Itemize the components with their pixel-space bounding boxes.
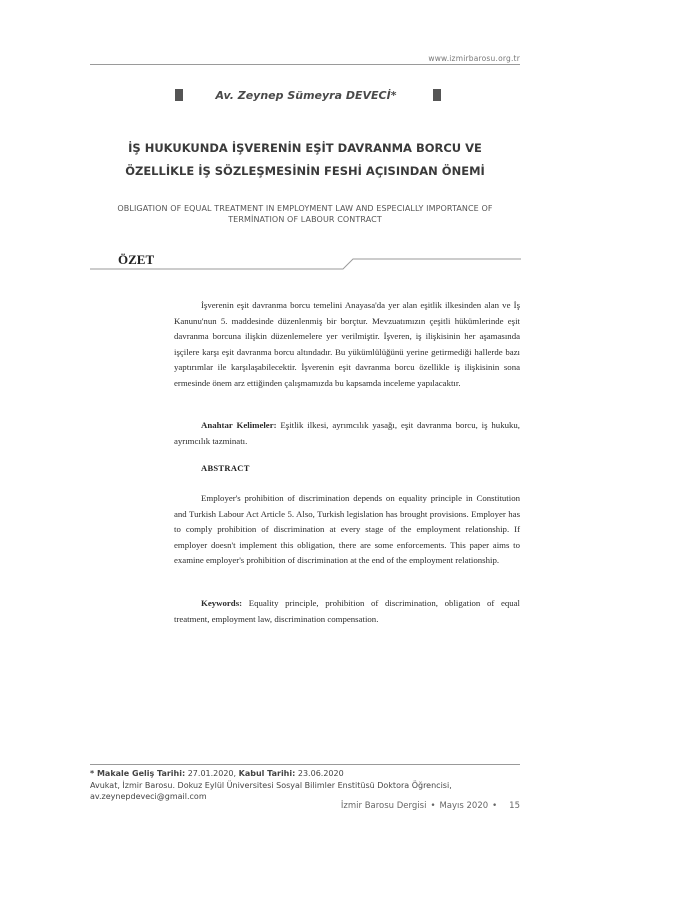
abstract-paragraph	[174, 491, 520, 569]
title-tr-line-2: ÖZELLİKLE İŞ SÖZLEŞMESİNİN FESHİ AÇISINDAN ÖNEMİ	[125, 164, 485, 178]
footer-date: Mayıs 2020	[439, 801, 489, 811]
keywords-en	[174, 596, 520, 627]
keywords-en-label: Keywords:	[201, 598, 243, 608]
title-tr-line-1: İŞ HUKUKUNDA İŞVERENİN EŞİT DAVRANMA BORCU VE	[128, 141, 482, 155]
section-heading-rule	[90, 257, 522, 271]
footer-bullet-1: •	[430, 801, 436, 811]
page-number: 15	[509, 801, 520, 811]
article-title-tr	[90, 137, 520, 183]
footnote	[90, 768, 520, 803]
ozet-paragraph	[174, 298, 520, 392]
footer-bullet-2: •	[492, 801, 498, 811]
abstract-heading: ABSTRACT	[201, 463, 250, 473]
received-label: * Makale Geliş Tarihi:	[90, 769, 186, 778]
title-en-line-1: OBLIGATION OF EQUAL TREATMENT IN EMPLOYMENT LAW AND ESPECIALLY IMPORTANCE OF	[117, 204, 493, 213]
keywords-tr	[174, 418, 520, 449]
footnote-email: av.zeynepdeveci@gmail.com	[90, 792, 207, 801]
abstract-text: Employer's prohibition of discrimination depends on equality principle in Constitution and Turkish Labour Act Article 5. Also, Turkish legislation has brought provisions. Employer has to comply prohibition of discrimination at every stage of the employment relationship. If employer doesn't implement this obligation, there are some enforcements. This paper aims to examine employer's prohibition of discrimination at the end of the employment relationship.	[174, 493, 520, 566]
ozet-heading: ÖZET	[118, 252, 155, 267]
accepted-date: 23.06.2020	[297, 769, 344, 778]
page-footer	[341, 801, 520, 811]
author-right-square	[433, 89, 441, 101]
footnote-affiliation: Avukat, İzmir Barosu. Dokuz Eylül Üniversitesi Sosyal Bilimler Enstitüsü Doktora Öğrencisi,	[90, 780, 452, 790]
title-en-line-2: TERMİNATION OF LABOUR CONTRACT	[228, 215, 382, 224]
footnote-rule	[90, 764, 520, 765]
author-name: Av. Zeynep Sümeyra DEVECİ*	[215, 89, 397, 102]
keywords-tr-text: Eşitlik ilkesi, ayrımcılık yasağı, eşit davranma borcu, iş hukuku, ayrımcılık tazminatı.	[174, 420, 521, 446]
header-rule	[90, 64, 520, 65]
footer-journal: İzmir Barosu Dergisi	[340, 801, 427, 811]
received-date: 27.01.2020,	[187, 769, 237, 778]
site-url: www.izmirbarosu.org.tr	[428, 54, 520, 63]
accepted-label: Kabul Tarihi:	[238, 769, 296, 778]
footnote-dates	[90, 768, 520, 780]
ozet-text: İşverenin eşit davranma borcu temelini Anayasa'da yer alan eşitlik ilkesinden alan ve İş Kanunu'nun 5. maddesinde düzenlenmiş bir borçtur. Mevzuatımızın çeşitli hükümlerinde eşit davranma borcuna ilişkin düzenlemelere yer verilmiştir. İşveren, iş ilişkisinin her aşamasında işçilere karşı eşit davranma borcu altındadır. Bu yükümlülüğünü yerine getirmediği hallerde bazı yaptırımlar ile karşılaşabilecektir. İşverenin eşit davranma borcu özellikle iş ilişkisinin sona ermesinde önem arz ettiğinden çalışmamızda bu kapsamda inceleme yapılacaktır.	[174, 300, 520, 388]
keywords-en-text: Equality principle, prohibition of discrimination, obligation of equal treatment, employment law, discrimination compensation.	[174, 598, 520, 624]
keywords-tr-label: Anahtar Kelimeler:	[201, 420, 277, 430]
article-title-en	[90, 203, 520, 225]
